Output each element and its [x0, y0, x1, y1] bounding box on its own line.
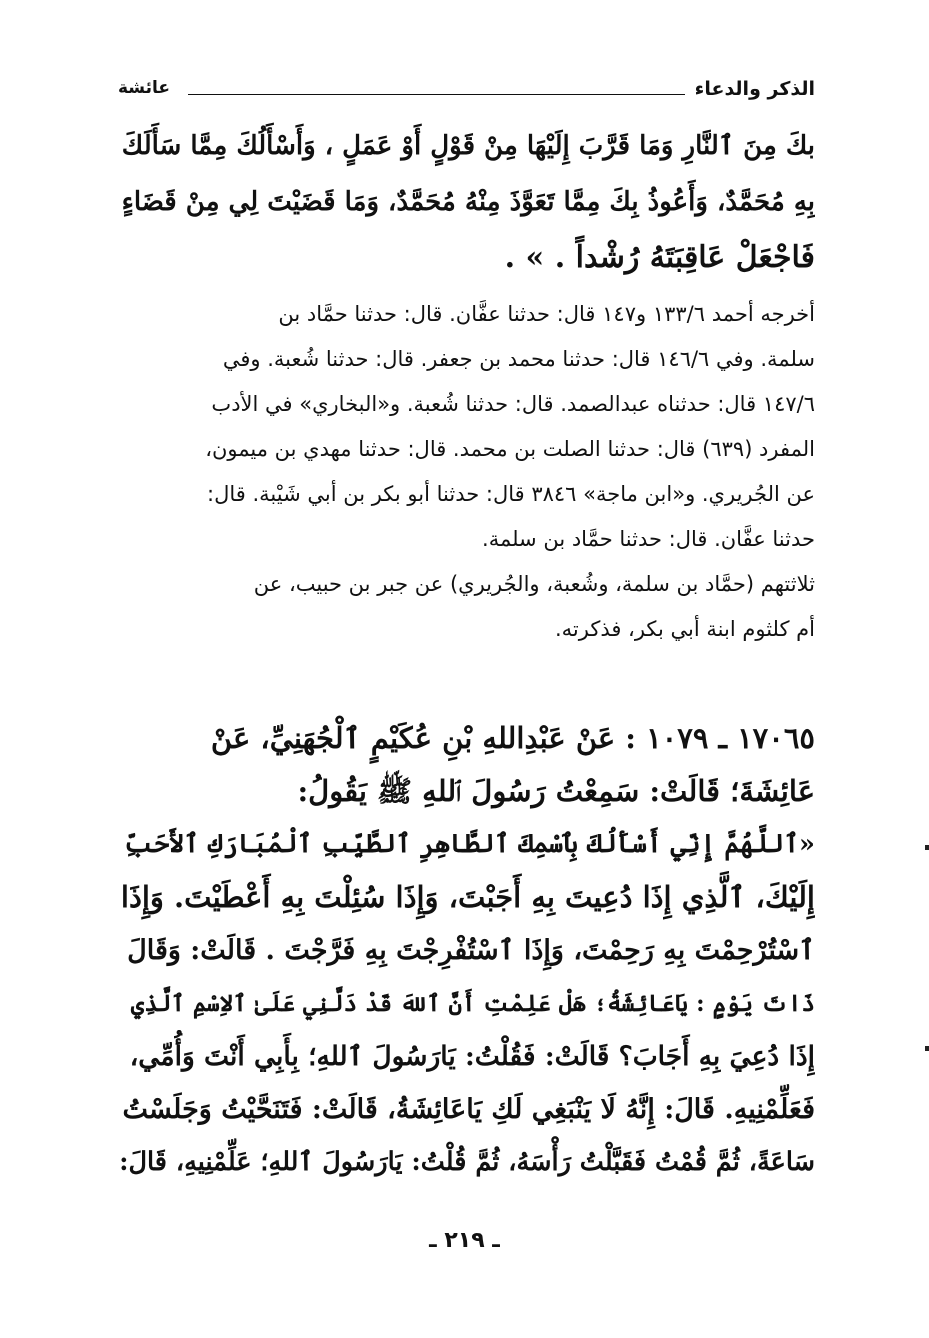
hadith-line: إِذَا دُعِيَ بِهِ أَجَابَ؟ قَالَتْ: فَقُلْتُ: يَارَسُولَ ٱللهِ؛ بِأَبِي أَنْتَ وَأُمِّي،	[129, 1041, 815, 1072]
text-line: فَاجْعَلْ عَاقِبَتَهُ رُشْداً . » .	[504, 240, 815, 275]
margin-mark	[925, 1046, 929, 1051]
note-line: أم كلثوم ابنة أبي بكر، فذكرته.	[554, 617, 815, 641]
narrator-name: عائشة	[118, 78, 170, 98]
takhrij-note	[118, 292, 815, 652]
hadith-line: «ٱللَّهُمَّ إِنِّي أَسْأَلُكَ بِٱسْمِكَ ٱلطَّاهِرِ ٱلطَّيِّبِ ٱلْمُبَارَكِ ٱلأَحَبِّ	[124, 829, 815, 859]
hadith-line: ذَاتَ يَوْمٍ : يَاعَائِشَةُ؛ هَلْ عَلِمْتِ أَنَّ ٱللهَ قَدْ دَلَّنِي عَلَىٰ ٱلاِسْمِ ٱلَّذِي	[130, 990, 815, 1017]
header-rule	[188, 94, 685, 95]
hadith-line: ١٧٠٦٥ ـ ١٠٧٩ : عَنْ عَبْدِاللهِ بْنِ عُكَيْمٍ ٱلْجُهَنِيِّ، عَنْ	[210, 721, 815, 755]
hadith-entry	[118, 712, 815, 1189]
margin-mark	[925, 845, 929, 850]
hadith-line: سَاعَةً، ثُمَّ قُمْتُ فَقَبَّلْتُ رَأْسَهُ، ثُمَّ قُلْتُ: يَارَسُولَ ٱللهِ؛ عَلِّمْنِيهِ، قَالَ:	[119, 1147, 815, 1177]
hadith-line: ٱسْتُرْحِمْتَ بِهِ رَحِمْتَ، وَإِذَا ٱسْتُفْرِجْتَ بِهِ فَرَّجْتَ . قَالَتْ: وَقَالَ	[127, 935, 815, 966]
hadith-text-continued	[118, 118, 815, 286]
note-line: سلمة. وفي ١٤٦/٦ قال: حدثنا محمد بن جعفر. قال: حدثنا شُعبة. وفي	[222, 347, 815, 371]
running-header	[118, 72, 815, 106]
note-line: ثلاثتهم (حمَّاد بن سلمة، وشُعبة، والجُريري) عن جبر بن حبيب، عن	[253, 572, 815, 596]
hadith-line: عَائِشَةَ؛ قَالَتْ: سَمِعْتُ رَسُولَ ٱللهِ ﷺ يَقُولُ:	[297, 774, 815, 808]
note-line: عن الجُريري. و«ابن ماجة» ٣٨٤٦ قال: حدثنا أبو بكر بن أبي شَيْبة. قال:	[207, 482, 815, 506]
page-number: ـ ٢١٩ ـ	[429, 1228, 500, 1253]
note-line: أخرجه أحمد ١٣٣/٦ و١٤٧ قال: حدثنا عفَّان. قال: حدثنا حمَّاد بن	[278, 302, 815, 326]
hadith-line: إِلَيْكَ، ٱلَّذِي إِذَا دُعِيتَ بِهِ أَجَبْتَ، وَإِذَا سُئِلْتَ بِهِ أَعْطَيْتَ. وَإِذَا	[120, 880, 815, 914]
hadith-line: فَعَلِّمْنِيهِ. قَالَ: إِنَّهُ لَا يَنْبَغِي لَكِ يَاعَائِشَةُ، قَالَتْ: فَتَنَحَّيْتُ وَجَلَسْتُ	[122, 1094, 815, 1125]
section-title: الذكر والدعاء	[694, 78, 815, 100]
note-line: ١٤٧/٦ قال: حدثناه عبدالصمد. قال: حدثنا شُعبة. و«البخاري» في الأدب	[211, 392, 815, 416]
note-line: المفرد (٦٣٩) قال: حدثنا الصلت بن محمد. قال: حدثنا مهدي بن ميمون،	[205, 437, 815, 461]
text-line: بِهِ مُحَمَّدٌ، وَأَعُوذُ بِكَ مِمَّا تَعَوَّذَ مِنْهُ مُحَمَّدٌ، وَمَا قَضَيْتَ لِي مِنْ قَضَاءٍ	[121, 187, 815, 217]
text-line: بكَ مِنَ ٱلنَّارِ وَمَا قَرَّبَ إِلَيْهَا مِنْ قَوْلٍ أَوْ عَمَلٍ ، وَأَسْأَلُكَ مِمَّا سَأَلَكَ	[121, 131, 815, 161]
note-line: حدثنا عفَّان. قال: حدثنا حمَّاد بن سلمة.	[482, 527, 815, 551]
